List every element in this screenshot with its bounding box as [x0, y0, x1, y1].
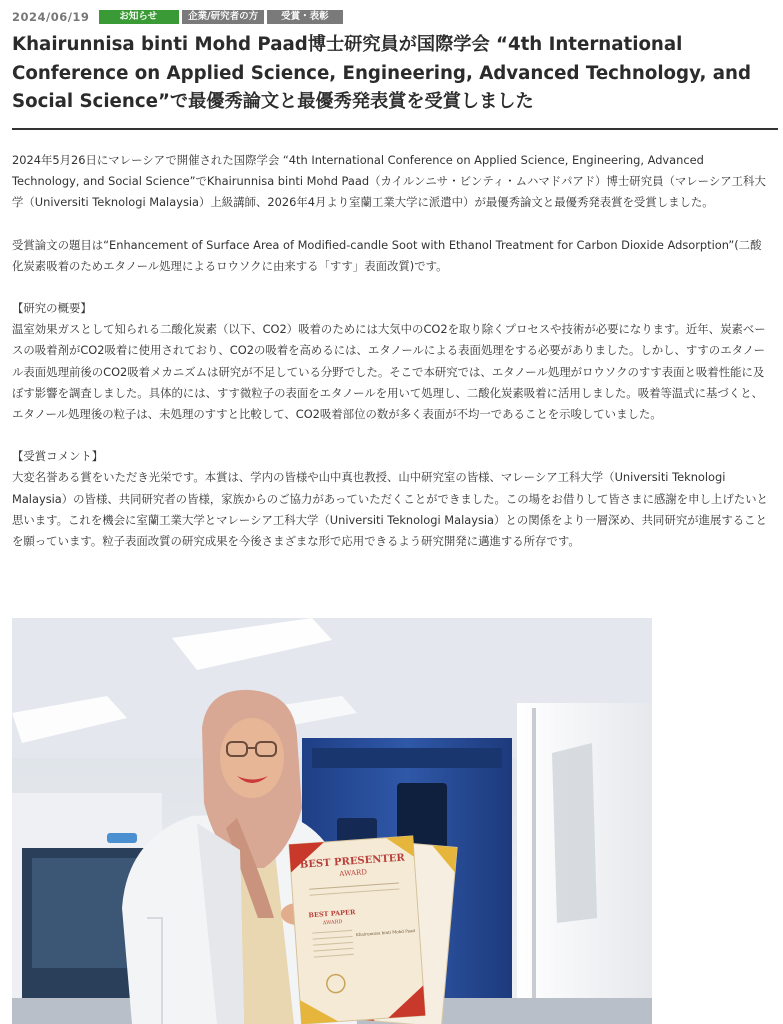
- certificate-name: Khairunnisa binti Mohd Paad: [355, 927, 416, 938]
- paper-title-paragraph: 受賞論文の題目は“Enhancement of Surface Area of Modified-candle Soot with Ethanol Treatment for Carbon Dioxide Adsorption”(二酸化炭素吸着のためエタノール処理によるロウソクに由来する「すす」表面改質)です。: [12, 237, 762, 273]
- certificate-front-subtitle: AWARD: [339, 868, 368, 879]
- article-title: Khairunnisa binti Mohd Paad博士研究員が国際学会 “4th International Conference on Applied Science, Engineering, Advanced Technology, and Social Science”で最優秀論文と最優秀発表賞を受賞しました: [12, 34, 751, 112]
- award-photo-illustration: [12, 618, 652, 1024]
- certificate-back-subtitle: AWARD: [322, 919, 343, 927]
- certificate-front-title: BEST PRESENTER: [299, 852, 406, 871]
- title-divider: [12, 128, 778, 130]
- tag-companies-researchers[interactable]: 企業/研究者の方: [182, 10, 264, 24]
- tag-awards[interactable]: 受賞・表彰: [267, 10, 343, 24]
- comment-heading: 【受賞コメント】: [12, 449, 104, 464]
- publish-date: 2024/06/19: [12, 10, 90, 24]
- overview-paragraph: 温室効果ガスとして知られる二酸化炭素（以下、CO2）吸着のためには大気中のCO2を取り除くプロセスや技術が必要になります。近年、炭素ベースの吸着剤がCO2吸着に使用されており、CO2の吸着を高めるには、エタノールによる表面処理をする必要がありました。しかし、すすのエタノール表面処理前後のCO2吸着メカニズムは研究が不足している分野でした。そこで本研究では、エタノール処理がロウソクのすす表面と吸着性能に及ぼす影響を調査しました。具体的には、すす微粒子の表面をエタノールを用いて処理し、二酸化炭素吸着に活用しました。吸着等温式に基づくと、エタノール処理後の粒子は、未処理のすすと比較して、CO2吸着部位の数が多く表面が不均一であることを示唆していました。: [12, 322, 766, 422]
- comment-paragraph: 大変名誉ある賞をいただき光栄です。本賞は、学内の皆様や山中真也教授、山中研究室の皆様、マレーシア工科大学（Universiti Teknologi Malaysia）の皆様、共同研究者の皆様，家族からのご協力があっていただくことができました。この場をお借りして皆さまに感謝を申し上げたいと思います。これを機会に室蘭工業大学とマレーシア工科大学（Universiti Teknologi Malaysia）との関係をより一層深め、共同研究が進展することを願っています。粒子表面改質の研究成果を今後さまざまな形で応用できるよう研究開発に邁進する所存です。: [12, 470, 768, 549]
- intro-paragraph: 2024年5月26日にマレーシアで開催された国際学会 “4th International Conference on Applied Science, Engineering, Advanced Technology, and Social Science”でKhairunnisa binti Mohd Paad（カイルンニサ・ビンティ・ムハマドパアド）博士研究員（マレーシア工科大学（Universiti Teknologi Malaysia）上級講師、2026年4月より室蘭工業大学に派遣中）が最優秀論文と最優秀発表賞を受賞しました。: [12, 153, 766, 210]
- certificate-back-title: BEST PAPER: [308, 908, 356, 920]
- tag-news[interactable]: お知らせ: [99, 10, 179, 24]
- article-meta: [12, 9, 346, 25]
- award-photo: [12, 618, 652, 1024]
- overview-heading: 【研究の概要】: [12, 301, 92, 316]
- article-body: [12, 150, 772, 552]
